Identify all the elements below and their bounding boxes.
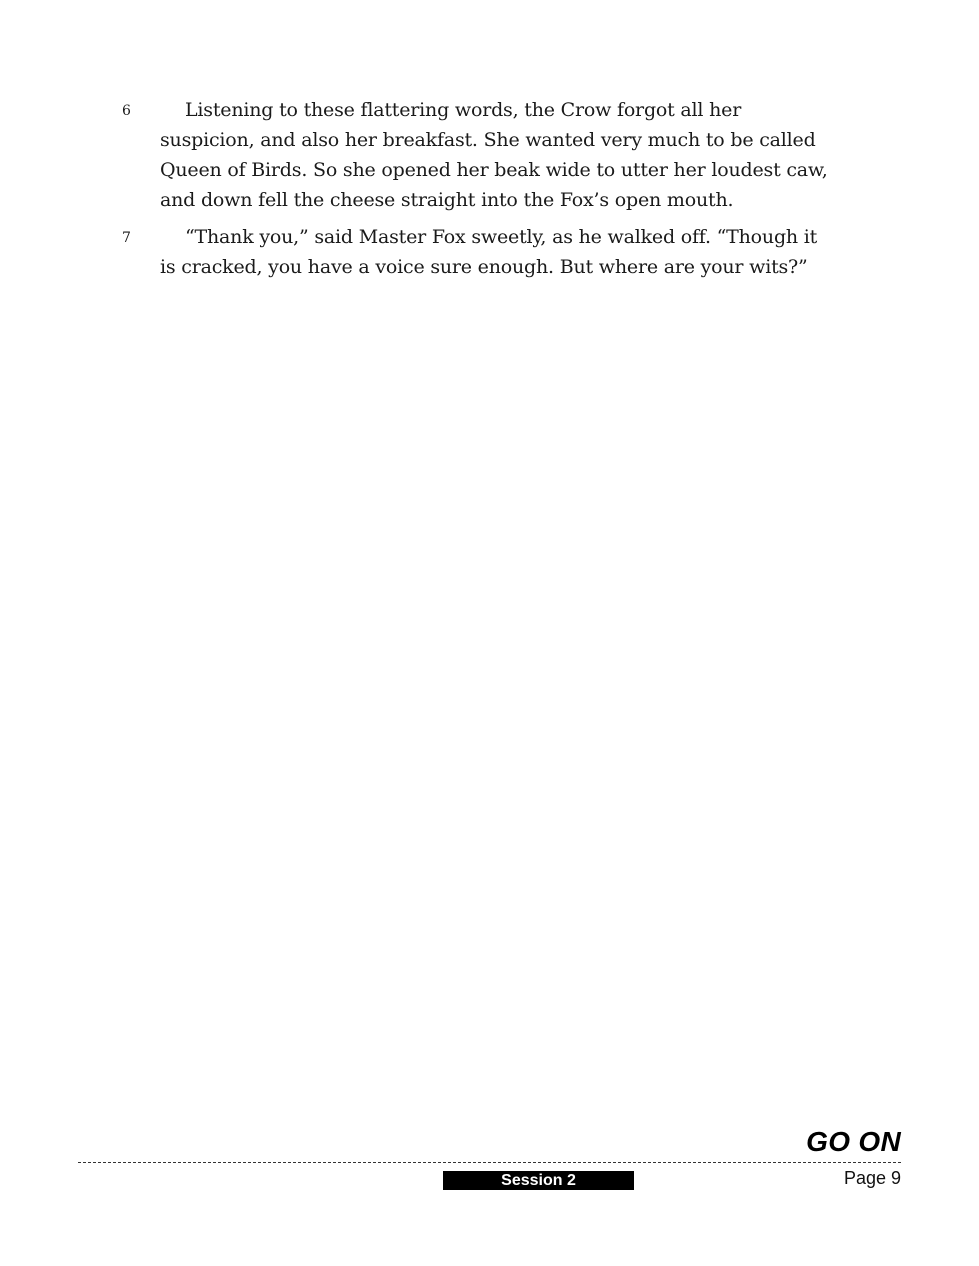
paragraph-number: 7 <box>122 230 131 246</box>
session-badge: Session 2 <box>443 1171 634 1190</box>
page-number: Page 9 <box>843 1168 901 1188</box>
footer-divider <box>78 1162 901 1163</box>
go-on-label: GO ON <box>806 1126 901 1157</box>
paragraph-number: 6 <box>122 103 131 119</box>
paragraph-7: “Thank you,” said Master Fox sweetly, as he walked off. “Though it is cracked, you have a voice sure enough. But where are your wits?” <box>160 226 818 278</box>
paragraph-6: Listening to these flattering words, the Crow forgot all her suspicion, and also her breakfast. She wanted very much to be called Queen of Birds. So she opened her beak wide to utter her loudest caw, and down fell the cheese straight into the Fox’s open mouth. <box>160 99 828 211</box>
